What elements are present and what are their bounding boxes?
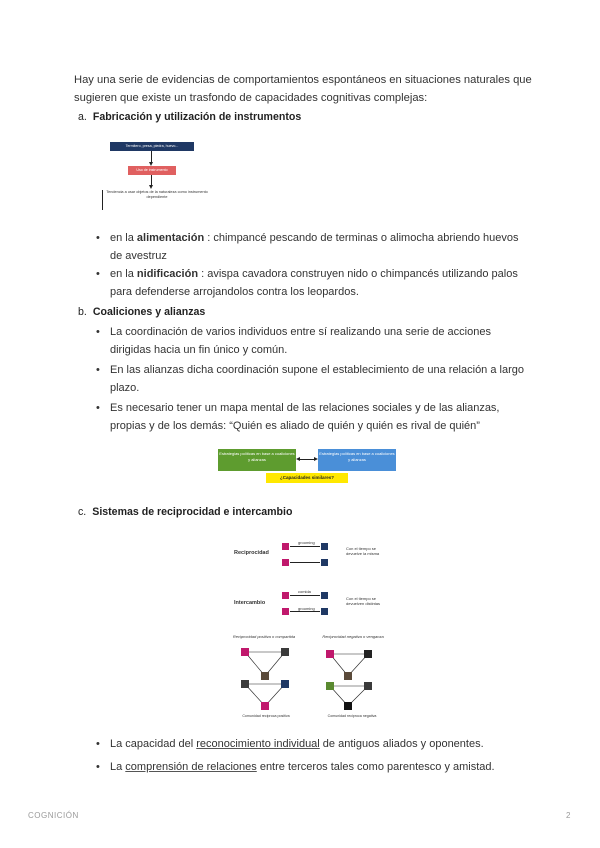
reciprocity-node-b-top: [321, 543, 328, 550]
exchange-arrow-top-label: comida: [298, 589, 311, 594]
reciprocity-diagram: [228, 536, 398, 722]
alliances-box-left: Estrategias políticas en base a coaliciones y alianzas: [218, 449, 296, 471]
footer-title: COGNICIÓN: [28, 811, 79, 820]
reciprocity-node-b-bottom: [321, 559, 328, 566]
bullet-alimentacion: [110, 230, 530, 265]
bullet-coordinacion: • La coordinación de varios individuos entre sí realizando una serie de acciones dirigidas hacia un fin único y común.: [110, 324, 530, 359]
bullet-prefix: La capacidad del: [110, 738, 197, 750]
bullet-keyword: nidificación: [136, 268, 199, 280]
section-a-letter: a.: [78, 111, 87, 123]
exchange-label: Intercambio: [234, 600, 266, 606]
bullet-underlined: reconocimiento individual: [196, 738, 320, 750]
reciprocity-arrow-label: grooming: [298, 540, 315, 545]
section-c-letter: c.: [78, 506, 87, 518]
section-b-letter: b.: [78, 306, 87, 318]
bullet-prefix: en la: [110, 232, 137, 244]
bullet-comprension: [110, 759, 530, 777]
exchange-node-a-bottom: [282, 608, 289, 615]
tools-arrow-head-2: [149, 185, 153, 189]
reciprocity-label: Reciprocidad: [234, 550, 269, 556]
exchange-node-b-top: [321, 592, 328, 599]
reciprocity-node-a-top: [282, 543, 289, 550]
reciprocity-network-graphic: [228, 644, 398, 716]
exchange-node-a-top: [282, 592, 289, 599]
right-network: [326, 650, 372, 710]
bullet-alianzas: • En las alianzas dicha coordinación supone el establecimiento de una relación a largo plazo.: [110, 362, 530, 397]
bullet-text: : chimpancé pescando de terminas o alimocha abriendo huevos de avestruz: [110, 232, 519, 262]
alliances-box-right: Estrategias políticas en base a coaliciones y alianzas: [318, 449, 396, 471]
bullet-keyword: alimentación: [136, 232, 205, 244]
sub-left-caption: Comunidad reciproca positiva: [242, 714, 290, 718]
reciprocity-arrow-bottom: [290, 562, 320, 563]
tools-box-object: Termitero, presa, piedra, huevo...: [110, 142, 194, 151]
alliances-arrow-head-left: [296, 457, 300, 461]
bullet-reconocimiento: [110, 736, 530, 754]
left-network: [241, 648, 289, 710]
exchange-node-b-bottom: [321, 608, 328, 615]
page-number: 2: [566, 811, 571, 820]
bullet-mapa-mental: • Es necesario tener un mapa mental de las relaciones sociales y de las alianzas, propias y de los demás: “Quién es aliado de quién y quién es rival de quién”: [110, 400, 530, 435]
section-b-title: Coaliciones y alianzas: [92, 306, 206, 318]
reciprocity-node-a-bottom: [282, 559, 289, 566]
sub-right-caption: Comunidad reciproca negativa: [327, 714, 377, 718]
tools-box-use: Uso de instrumento: [128, 166, 176, 175]
tools-box-tendency: Tendencia a usar objetos de la naturaleza como instrumento dependiente: [102, 190, 209, 210]
bullet-underlined: comprensión de relaciones: [125, 761, 257, 773]
bullet-text: entre terceros tales como parentesco y amistad.: [256, 761, 495, 773]
reciprocity-note: Con el tiempo se devuelve la misma: [346, 546, 380, 556]
alliances-diagram: [218, 449, 396, 485]
exchange-arrow-top: [290, 595, 320, 596]
section-b-heading: [78, 306, 205, 318]
exchange-note: Con el tiempo se devuelven distintas: [346, 596, 381, 606]
tools-diagram: [100, 140, 210, 212]
section-c-heading: [78, 506, 292, 518]
section-c-title: Sistemas de reciprocidad e intercambio: [92, 506, 293, 518]
sub-right-title: Reciprocidad negativa o venganza: [322, 634, 384, 639]
bullet-text: de antiguos aliados y oponentes.: [319, 738, 484, 750]
sub-left-title: Reciprocidad positiva o compartida: [232, 634, 296, 639]
exchange-arrow-bottom-label: grooming: [298, 606, 315, 611]
bullet-prefix: en la: [110, 268, 137, 280]
alliances-box-question: ¿Capacidades similares?: [266, 473, 348, 483]
section-a-heading: [78, 111, 301, 123]
bullet-prefix: La: [110, 761, 126, 773]
intro-paragraph: Hay una serie de evidencias de comportamientos espontáneos en situaciones naturales que sugieren que existe un trasfondo de capacidades cognitivas complejas:: [74, 74, 532, 104]
bullet-nidificacion: [110, 266, 530, 301]
section-a-title: Fabricación y utilización de instrumentos: [92, 111, 302, 123]
bullet-text: : avispa cavadora construyen nido o chimpancés utilizando palos para defenderse arrojandolos contra los leopardos.: [110, 268, 518, 298]
reciprocity-arrow-top: [290, 546, 320, 547]
exchange-arrow-bottom: [290, 611, 320, 612]
